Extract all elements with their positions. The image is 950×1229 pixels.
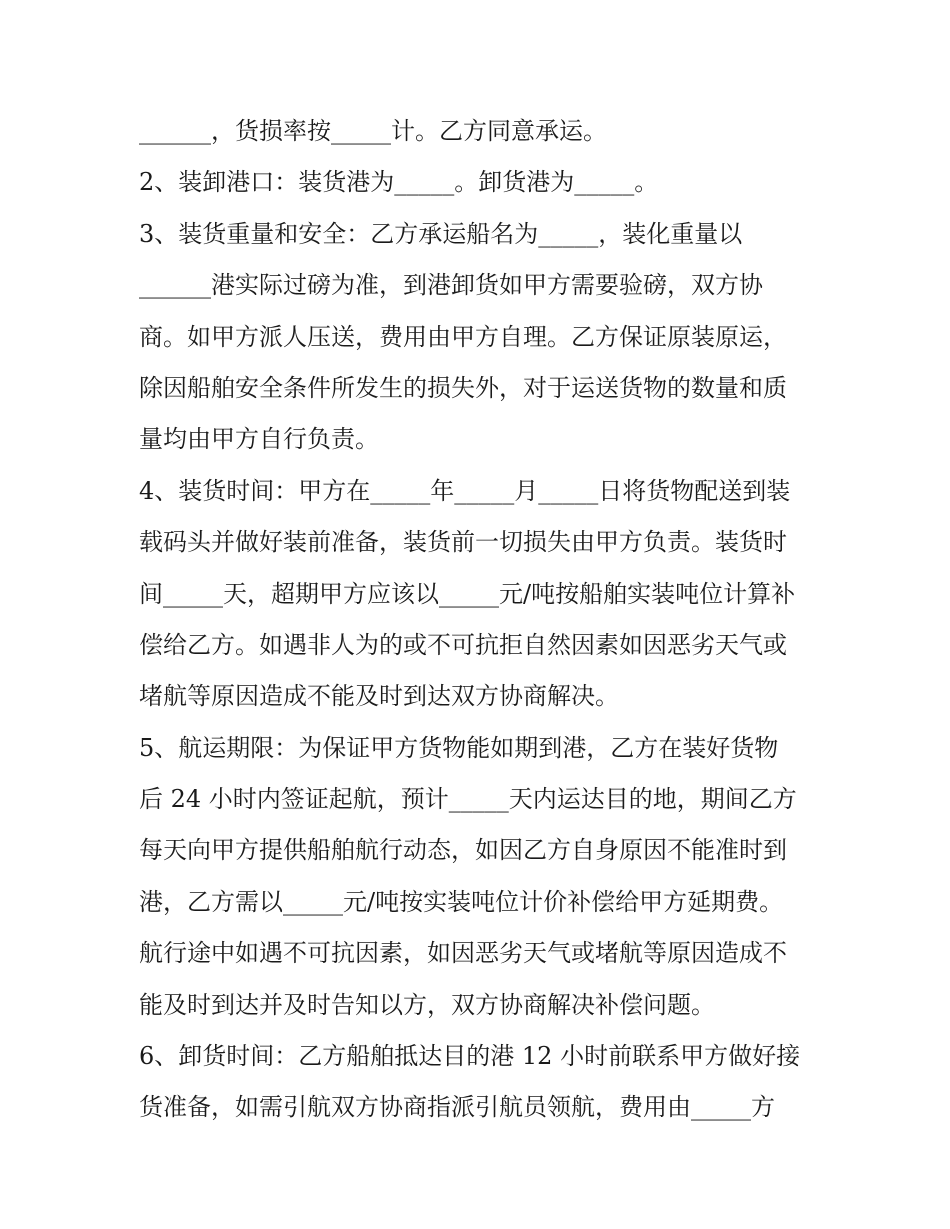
text-line-15: 每天向甲方提供船舶航行动态，如因乙方自身原因不能准时到 bbox=[139, 836, 787, 865]
text-line-16: 港，乙方需以_____元/吨按实装吨位计价补偿给甲方延期费。 bbox=[139, 887, 784, 916]
text-line-5: 商。如甲方派人压送，费用由甲方自理。乙方保证原装原运， bbox=[139, 322, 787, 351]
contract-text bbox=[139, 106, 829, 1134]
text-line-10: 间_____天，超期甲方应该以_____元/吨按船舶实装吨位计算补 bbox=[139, 579, 796, 608]
text-line-18: 能及时到达并及时告知以方，双方协商解决补偿问题。 bbox=[139, 990, 715, 1019]
text-line-9: 载码头并做好装前准备，装货前一切损失由甲方负责。装货时 bbox=[139, 528, 787, 557]
text-line-20: 货准备，如需引航双方协商指派引航员领航，费用由_____方 bbox=[139, 1093, 775, 1122]
text-line-7: 量均由甲方自行负责。 bbox=[139, 425, 379, 454]
text-line-12: 堵航等原因造成不能及时到达双方协商解决。 bbox=[139, 682, 619, 711]
text-line-1: ______，货损率按_____计。乙方同意承运。 bbox=[139, 117, 607, 145]
text-line-11: 偿给乙方。如遇非人为的或不可抗拒自然因素如因恶劣天气或 bbox=[139, 630, 787, 659]
text-line-3: 3、装货重量和安全：乙方承运船名为_____，装化重量以 bbox=[139, 219, 743, 248]
text-line-2: 2、装卸港口：装货港为_____。卸货港为_____。 bbox=[139, 168, 659, 197]
text-line-4: ______港实际过磅为准，到港卸货如甲方需要验磅，双方协 bbox=[139, 271, 763, 300]
text-line-17: 航行途中如遇不可抗因素，如因恶劣天气或堵航等原因造成不 bbox=[139, 939, 787, 968]
text-line-19: 6、卸货时间：乙方船舶抵达目的港 12 小时前联系甲方做好接 bbox=[139, 1042, 801, 1071]
text-line-14: 后 24 小时内签证起航，预计_____天内运达目的地，期间乙方 bbox=[139, 785, 797, 814]
text-line-13: 5、航运期限：为保证甲方货物能如期到港，乙方在装好货物 bbox=[139, 733, 779, 762]
text-line-8: 4、装货时间：甲方在_____年_____月_____日将货物配送到装 bbox=[139, 476, 791, 505]
text-line-6: 除因船舶安全条件所发生的损失外，对于运送货物的数量和质 bbox=[139, 373, 787, 402]
